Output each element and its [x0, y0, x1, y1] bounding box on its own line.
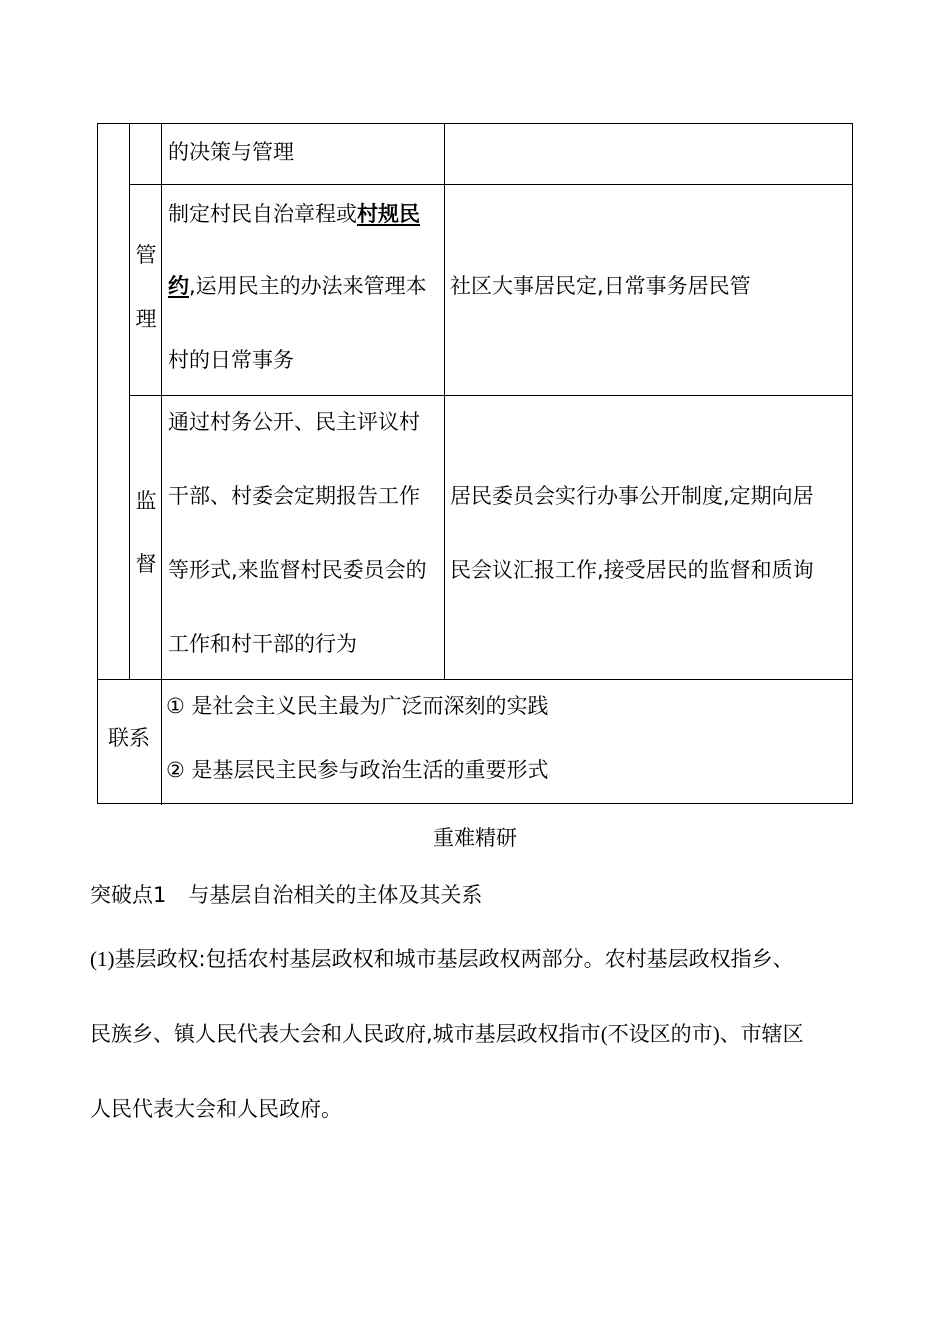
paragraph-number: (1): [90, 947, 115, 971]
relation-item-2: ② 是基层民主民参与政治生活的重要形式: [166, 758, 549, 782]
row-divider-3: [98, 679, 852, 680]
breakthrough-label: 突破点1: [90, 883, 167, 907]
relation-item-1: ① 是社会主义民主最为广泛而深刻的实践: [166, 694, 549, 718]
village-rules-emphasis-2: 约: [168, 274, 189, 298]
breakthrough-title: 与基层自治相关的主体及其关系: [188, 883, 483, 907]
breakthrough-line: [90, 885, 482, 906]
manage-community-text: 社区大事居民定,日常事务居民管: [450, 274, 751, 298]
supervise-village-line-1: 通过村务公开、民主评议村: [168, 410, 420, 434]
section-heading: 重难精研: [433, 826, 517, 850]
supervise-label-2: 督: [135, 552, 157, 576]
row-divider-2: [129, 395, 852, 396]
paragraph-line-3: 人民代表大会和人民政府。: [90, 1097, 342, 1121]
supervise-village-line-2: 干部、村委会定期报告工作: [168, 484, 420, 508]
manage-label-1: 管: [135, 243, 157, 267]
relation-label: 联系: [108, 726, 150, 750]
manage-village-line-2: 约,运用民主的办法来管理本: [168, 274, 427, 298]
manage-label-2: 理: [135, 307, 157, 331]
comparison-table: [97, 123, 853, 804]
supervise-village-line-4: 工作和村干部的行为: [168, 632, 357, 656]
decision-village-text: 的决策与管理: [168, 140, 294, 164]
supervise-label-1: 监: [135, 489, 157, 513]
paragraph-line-2: 民族乡、镇人民代表大会和人民政府,城市基层政权指市(不设区的市)、市辖区: [90, 1022, 804, 1046]
supervise-community-line-1: 居民委员会实行办事公开制度,定期向居: [450, 484, 814, 508]
village-rules-emphasis: 村规民: [357, 202, 420, 226]
manage-village-line-3: 村的日常事务: [168, 348, 294, 372]
paragraph-line-1: (1)基层政权:包括农村基层政权和城市基层政权两部分。农村基层政权指乡、: [90, 947, 794, 971]
supervise-village-line-3: 等形式,来监督村民委员会的: [168, 558, 427, 582]
community-column: [444, 124, 852, 679]
supervise-community-line-2: 民会议汇报工作,接受居民的监督和质询: [450, 558, 814, 582]
manage-village-line-1: 制定村民自治章程或村规民: [168, 202, 420, 226]
row-divider-1: [129, 184, 852, 185]
outer-label-column: [129, 124, 161, 679]
